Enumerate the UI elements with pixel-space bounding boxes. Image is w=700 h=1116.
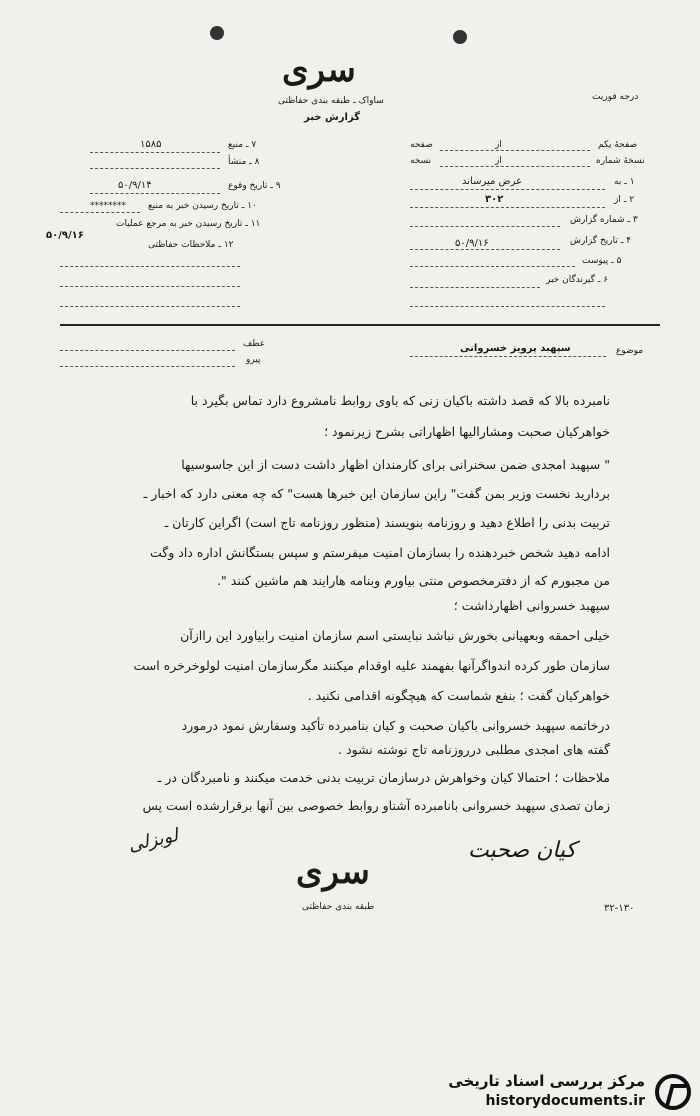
followup-label: پیرو <box>246 355 261 365</box>
field-to-label: ۱ ـ به <box>614 177 635 187</box>
signature-right: کیان صحبت <box>468 838 577 863</box>
body-line: برداريد نخست وزير بمن گفت" راين سازمان اين خبرها هست" كه چه معنى دارد كه اخبار ـ <box>143 486 610 501</box>
archive-org-name: مرکز بررسی اسناد تاریخی <box>448 1072 645 1090</box>
reference-label: عطف <box>243 339 266 349</box>
priority-label: درجه فوریت <box>592 92 639 102</box>
body-line: تربیت بدنی را اطلاع دهید و روزنامه بنویسند (منظور روزنامه تاج است) اگراین کارتان ـ <box>164 515 610 530</box>
binder-hole-right <box>453 30 467 44</box>
body-line: من مجبورم که از دفترمخصوص منتی بیاورم وبنامه هارایند هم ماشین کنند ". <box>217 573 610 588</box>
header-divider <box>60 324 660 326</box>
field-receipt-date-label: ۱۰ ـ تاریخ رسیدن خبر به منبع <box>148 201 257 211</box>
page-number-of: از <box>495 140 502 150</box>
field-receipt-date-value: ******** <box>90 201 126 211</box>
body-line: خیلی احمقه وبعهیانی بخورش نباشد نبایستی اسم سازمان امنیت رابیاورد این راازآن <box>180 628 610 643</box>
field-recipients-label: ۶ ـ گیرندگان خبر <box>546 275 609 285</box>
department-label: ساواک ـ طبقه بندی حفاظتی <box>278 96 384 106</box>
field-source-value: ۱۵۸۵ <box>140 139 162 150</box>
body-line: سپهبد خسروانی اظهارداشت ؛ <box>453 598 610 613</box>
field-origin-label: ۸ ـ منشأ <box>228 157 260 167</box>
signature-left: لوبزلی <box>126 825 180 856</box>
body-line: " سپهبد امجدی ضمن سخنرانی برای کارمندان اظهار داشت دست از این جاسوسیها <box>181 457 610 472</box>
body-line: خواهرکیان گفت ؛ بنفع شماست که هیچگونه اقدامی نکنید . <box>307 688 610 703</box>
field-event-date-value: ۵۰/۹/۱۴ <box>118 180 152 191</box>
page-number-label: صفحهٔ یکم <box>598 140 638 150</box>
body-line: درخاتمه سپهبد خسروانی باکیان صحبت و کیان بنامبرده تأکید وسفارش نمود درمورد <box>181 718 610 733</box>
body-line: نامبرده بالا که قصد داشته باکیان زنی که باوی روابط نامشروع دارد تماس بگیرد با <box>190 393 610 408</box>
field-to-value: عرض میرساند <box>462 176 523 187</box>
body-line: زمان تصدی سپهبد خسروانی بانامبرده آشناو روابط خصوصی بین آنها برقرارشده است پس <box>142 798 610 813</box>
field-report-date-label: ۴ ـ تاریخ گزارش <box>570 236 632 246</box>
copy-number-end: نسخه <box>410 156 432 166</box>
body-line: سازمان طور کرده اندواگرآنها بفهمند علیه اوقدام میکنند مگرسازمان امنیت لولوخرخره است <box>133 658 610 673</box>
field-source-label: ۷ ـ منبع <box>228 140 257 150</box>
body-line: خواهرکیان صحبت ومشارالیها اظهاراتی بشرح زیرنمود ؛ <box>324 424 610 439</box>
field-from-label: ۲ ـ از <box>614 195 635 205</box>
document-code: ۳۲-۱۳۰ <box>604 903 635 914</box>
report-title: گزارش خبر <box>304 112 361 123</box>
copy-number-label: نسخهٔ شماره <box>596 156 645 166</box>
stamp-bottom-caption: طبقه بندی حفاظتی <box>302 902 375 912</box>
archive-site-url: historydocuments.ir <box>485 1093 645 1109</box>
archive-watermark <box>410 1070 695 1114</box>
field-ops-date-label: ۱۱ ـ تاریخ رسیدن خبر به مرجع عملیات <box>116 219 261 229</box>
body-line: ادامه دهید شخص خبردهنده را بسازمان امنیت میفرستم و سپس بستگانش اداره داد وگت <box>150 545 610 560</box>
field-from-value: ۳۰۲ <box>485 194 504 205</box>
classification-stamp-bottom: سری <box>296 852 370 892</box>
field-event-date-label: ۹ ـ تاریخ وقوع <box>228 181 281 191</box>
field-report-number-label: ۳ ـ شماره گزارش <box>570 215 638 225</box>
subject-value: سپهبد پرویز خسروانی <box>460 343 571 354</box>
field-ops-date-value: ۵۰/۹/۱۶ <box>46 230 84 241</box>
field-security-notes-label: ۱۲ ـ ملاحظات حفاظتی <box>148 240 234 250</box>
copy-number-of: از <box>495 156 502 166</box>
field-report-date-value: ۵۰/۹/۱۶ <box>455 238 489 249</box>
body-line: گفته های امجدی مطلبی درروزنامه تاج نوشته نشود . <box>338 742 610 757</box>
archive-logo-icon <box>655 1074 691 1110</box>
classification-stamp-top: سری <box>282 50 356 90</box>
binder-hole-left <box>210 26 224 40</box>
field-attachment-label: ۵ ـ پیوست <box>582 256 622 266</box>
page-number-end: صفحه <box>410 140 433 150</box>
body-line: ملاحظات ؛ احتمالا کیان وخواهرش درسازمان تربیت بدنی خدمت میکنند و نامبردگان در ـ <box>157 770 610 785</box>
subject-label: موضوع <box>616 346 644 356</box>
